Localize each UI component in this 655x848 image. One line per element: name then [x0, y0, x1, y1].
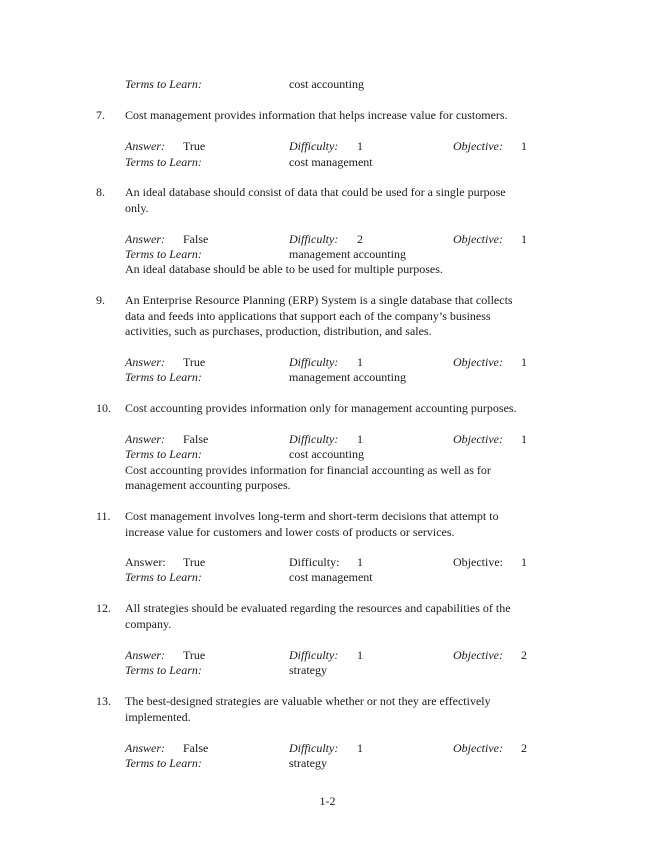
question-number: 8.: [96, 185, 105, 199]
terms-label: Terms to Learn:: [125, 155, 202, 169]
question-text-line: The best-designed strategies are valuable whether or not they are effectively: [125, 694, 491, 708]
question-text-line: Cost accounting provides information only for management accounting purposes.: [125, 401, 517, 415]
difficulty-label: Difficulty:: [289, 741, 339, 755]
answer-label: Answer:: [125, 432, 165, 446]
terms-label: Terms to Learn:: [125, 663, 202, 677]
answer-value: True: [183, 355, 206, 369]
terms-value: management accounting: [289, 247, 406, 261]
objective-label: Objective:: [453, 139, 503, 153]
question-text-line: data and feeds into applications that support each of the company’s business: [125, 308, 491, 323]
objective-value: 2: [521, 648, 527, 662]
question-text: [125, 694, 565, 725]
answer-label: Answer:: [125, 139, 165, 153]
explanation: An ideal database should be able to be used for multiple purposes.: [125, 262, 443, 276]
objective-label: Objective:: [453, 555, 503, 569]
terms-label: Terms to Learn:: [125, 370, 202, 384]
difficulty-value: 1: [357, 139, 363, 153]
question-text: [125, 601, 565, 632]
question-text-line: company.: [125, 616, 172, 631]
question-text: [125, 185, 565, 216]
answer-value: True: [183, 139, 206, 153]
objective-value: 1: [521, 432, 527, 446]
objective-value: 1: [521, 355, 527, 369]
difficulty-label: Difficulty:: [289, 648, 339, 662]
terms-label: Terms to Learn:: [125, 756, 202, 770]
answer-label: Answer:: [125, 741, 165, 755]
terms-value: cost management: [289, 155, 373, 169]
question-text-line: only.: [125, 200, 149, 215]
answer-label: Answer:: [125, 232, 165, 246]
question-number: 9.: [96, 293, 105, 307]
terms-value: cost management: [289, 570, 373, 584]
question-number: 11.: [96, 509, 111, 523]
objective-value: 1: [521, 139, 527, 153]
objective-label: Objective:: [453, 232, 503, 246]
difficulty-value: 1: [357, 555, 363, 569]
question-text: [125, 108, 565, 124]
answer-value: False: [183, 232, 209, 246]
difficulty-value: 1: [357, 648, 363, 662]
terms-value: strategy: [289, 663, 327, 677]
explanation: management accounting purposes.: [125, 478, 291, 492]
page-number: 1-2: [319, 794, 336, 808]
explanation: Cost accounting provides information for financial accounting as well as for: [125, 463, 491, 477]
difficulty-value: 1: [357, 432, 363, 446]
terms-label: Terms to Learn:: [125, 247, 202, 261]
terms-value: cost accounting: [289, 77, 364, 91]
objective-label: Objective:: [453, 432, 503, 446]
objective-value: 1: [521, 232, 527, 246]
objective-value: 2: [521, 741, 527, 755]
difficulty-value: 1: [357, 355, 363, 369]
objective-label: Objective:: [453, 648, 503, 662]
question-text-line: implemented.: [125, 709, 191, 724]
question-number: 10.: [96, 401, 111, 415]
difficulty-label: Difficulty:: [289, 555, 340, 569]
difficulty-label: Difficulty:: [289, 355, 339, 369]
answer-value: False: [183, 741, 209, 755]
answer-value: False: [183, 432, 209, 446]
difficulty-label: Difficulty:: [289, 139, 339, 153]
question-text: [125, 401, 565, 417]
question-text-line: Cost management provides information that helps increase value for customers.: [125, 108, 508, 122]
question-text: [125, 293, 565, 340]
difficulty-label: Difficulty:: [289, 432, 339, 446]
difficulty-value: 2: [357, 232, 363, 246]
question-text-line: An Enterprise Resource Planning (ERP) System is a single database that collects: [125, 293, 513, 307]
terms-value: strategy: [289, 756, 327, 770]
question-number: 7.: [96, 108, 105, 122]
objective-label: Objective:: [453, 741, 503, 755]
question-text: [125, 509, 565, 540]
answer-label: Answer:: [125, 555, 166, 569]
answer-label: Answer:: [125, 648, 165, 662]
question-text-line: An ideal database should consist of data that could be used for a single purpose: [125, 185, 506, 199]
question-text-line: increase value for customers and lower costs of products or services.: [125, 524, 455, 539]
terms-label: Terms to Learn:: [125, 447, 202, 461]
question-text-line: Cost management involves long-term and short-term decisions that attempt to: [125, 509, 499, 523]
objective-value: 1: [521, 555, 527, 569]
question-text-line: activities, such as purchases, production, distribution, and sales.: [125, 324, 432, 338]
difficulty-label: Difficulty:: [289, 232, 339, 246]
terms-value: cost accounting: [289, 447, 364, 461]
question-number: 12.: [96, 601, 111, 615]
objective-label: Objective:: [453, 355, 503, 369]
terms-label: Terms to Learn:: [125, 77, 202, 91]
answer-value: True: [183, 648, 206, 662]
question-text-line: All strategies should be evaluated regarding the resources and capabilities of the: [125, 601, 511, 615]
answer-value: True: [183, 555, 206, 569]
question-number: 13.: [96, 694, 111, 708]
terms-value: management accounting: [289, 370, 406, 384]
difficulty-value: 1: [357, 741, 363, 755]
answer-label: Answer:: [125, 355, 165, 369]
terms-label: Terms to Learn:: [125, 570, 202, 584]
